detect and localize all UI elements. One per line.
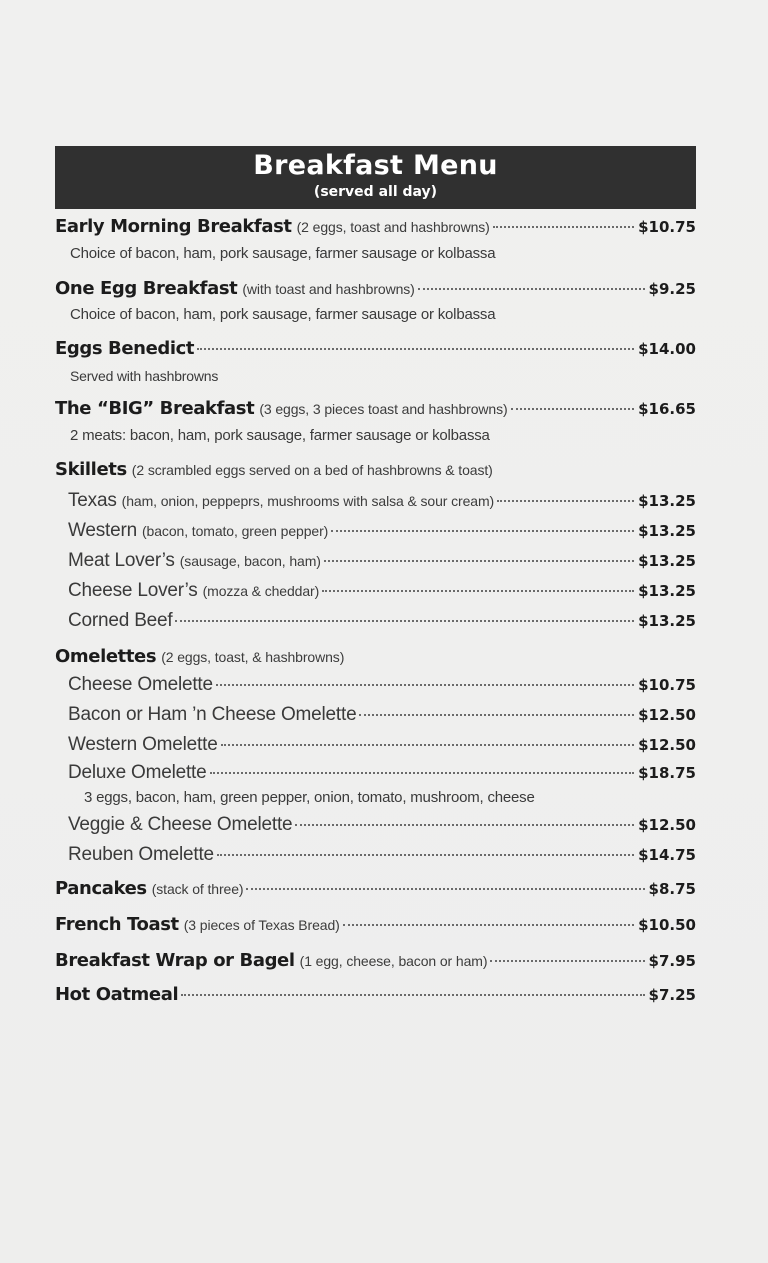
item-name: Western (68, 520, 137, 541)
menu-item-french-toast (55, 914, 696, 940)
menu-item-breakfast-wrap (55, 950, 696, 976)
leader-dots (493, 226, 634, 228)
leader-dots (216, 684, 634, 686)
item-price: $14.75 (638, 846, 696, 864)
leader-dots (295, 824, 634, 826)
item-name: Early Morning Breakfast (55, 216, 292, 237)
item-name: Bacon or Ham ’n Cheese Omelette (68, 704, 357, 725)
item-price: $13.25 (638, 492, 696, 510)
leader-dots (181, 994, 644, 996)
leader-dots (246, 888, 644, 890)
item-desc: (ham, onion, peppeprs, mushrooms with salsa & sour cream) (121, 493, 495, 509)
item-name: Eggs Benedict (55, 338, 195, 359)
menu-item-deluxe-omelette (68, 762, 696, 788)
item-desc: (1 egg, cheese, bacon or ham) (299, 953, 488, 969)
item-name: Pancakes (55, 878, 147, 899)
item-price: $7.95 (648, 952, 696, 970)
section-name: Omelettes (55, 646, 157, 667)
item-price: $8.75 (648, 880, 696, 898)
menu-title: Breakfast Menu (253, 150, 498, 181)
menu-item-skillet-cheese-lovers (68, 580, 696, 606)
item-note: 3 eggs, bacon, ham, green pepper, onion, tomato, mushroom, cheese (84, 789, 535, 806)
item-price: $12.50 (638, 816, 696, 834)
menu-item-cheese-omelette (68, 674, 696, 700)
item-price: $12.50 (638, 736, 696, 754)
item-name: French Toast (55, 914, 179, 935)
item-name: One Egg Breakfast (55, 278, 238, 299)
menu-item-skillet-texas (68, 490, 696, 516)
leader-dots (221, 744, 635, 746)
item-price: $13.25 (638, 552, 696, 570)
item-note: 2 meats: bacon, ham, pork sausage, farmer sausage or kolbassa (70, 427, 490, 444)
leader-dots (197, 348, 634, 350)
item-name: Western Omelette (68, 734, 218, 755)
menu-item-skillet-corned-beef (68, 610, 696, 636)
item-name: Reuben Omelette (68, 844, 214, 865)
leader-dots (511, 408, 635, 410)
leader-dots (210, 772, 635, 774)
leader-dots (322, 590, 634, 592)
item-name: Texas (68, 490, 117, 511)
leader-dots (490, 960, 644, 962)
item-name: Hot Oatmeal (55, 984, 179, 1005)
item-note: Choice of bacon, ham, pork sausage, farmer sausage or kolbassa (70, 245, 496, 262)
item-price: $13.25 (638, 522, 696, 540)
item-desc: (bacon, tomato, green pepper) (142, 523, 329, 539)
item-price: $16.65 (638, 400, 696, 418)
item-desc: (mozza & cheddar) (202, 583, 320, 599)
leader-dots (418, 288, 645, 290)
menu-item-skillet-meat-lovers (68, 550, 696, 576)
item-price: $14.00 (638, 340, 696, 358)
item-price: $7.25 (648, 986, 696, 1004)
menu-header-banner (55, 146, 696, 209)
section-desc: (2 scrambled eggs served on a bed of hashbrowns & toast) (131, 462, 493, 478)
item-desc: (2 eggs, toast and hashbrowns) (296, 219, 490, 235)
section-desc: (2 eggs, toast, & hashbrowns) (161, 649, 345, 665)
item-price: $10.75 (638, 676, 696, 694)
item-name: Cheese Lover’s (68, 580, 198, 601)
item-desc: (sausage, bacon, ham) (179, 553, 321, 569)
item-price: $10.50 (638, 916, 696, 934)
menu-subtitle: (served all day) (313, 184, 438, 200)
leader-dots (175, 620, 634, 622)
item-price: $13.25 (638, 612, 696, 630)
item-name: Breakfast Wrap or Bagel (55, 950, 295, 971)
item-desc: (3 eggs, 3 pieces toast and hashbrowns) (259, 401, 508, 417)
item-name: Meat Lover’s (68, 550, 175, 571)
leader-dots (343, 924, 634, 926)
item-name: Deluxe Omelette (68, 762, 207, 783)
item-note: Served with hashbrowns (70, 368, 219, 384)
item-name: The “BIG” Breakfast (55, 398, 255, 419)
menu-item-early-morning-breakfast (55, 216, 696, 242)
menu-item-big-breakfast (55, 398, 696, 424)
menu-item-bacon-ham-cheese-omelette (68, 704, 696, 730)
menu-item-veggie-cheese-omelette (68, 814, 696, 840)
menu-item-western-omelette (68, 734, 696, 760)
menu-item-one-egg-breakfast (55, 278, 696, 304)
item-name: Cheese Omelette (68, 674, 213, 695)
item-desc: (stack of three) (151, 881, 244, 897)
leader-dots (497, 500, 634, 502)
menu-item-pancakes (55, 878, 696, 904)
item-note: Choice of bacon, ham, pork sausage, farmer sausage or kolbassa (70, 306, 496, 323)
item-desc: (with toast and hashbrowns) (242, 281, 415, 297)
item-price: $12.50 (638, 706, 696, 724)
menu-item-reuben-omelette (68, 844, 696, 870)
section-heading-skillets (55, 459, 696, 485)
menu-item-skillet-western (68, 520, 696, 546)
item-price: $10.75 (638, 218, 696, 236)
item-price: $18.75 (638, 764, 696, 782)
menu-item-eggs-benedict (55, 338, 696, 364)
item-name: Veggie & Cheese Omelette (68, 814, 293, 835)
leader-dots (217, 854, 634, 856)
menu-item-hot-oatmeal (55, 984, 696, 1010)
leader-dots (331, 530, 634, 532)
section-heading-omelettes (55, 646, 696, 672)
section-name: Skillets (55, 459, 127, 480)
item-price: $9.25 (648, 280, 696, 298)
leader-dots (324, 560, 634, 562)
item-price: $13.25 (638, 582, 696, 600)
leader-dots (359, 714, 634, 716)
item-desc: (3 pieces of Texas Bread) (183, 917, 340, 933)
item-name: Corned Beef (68, 610, 173, 631)
